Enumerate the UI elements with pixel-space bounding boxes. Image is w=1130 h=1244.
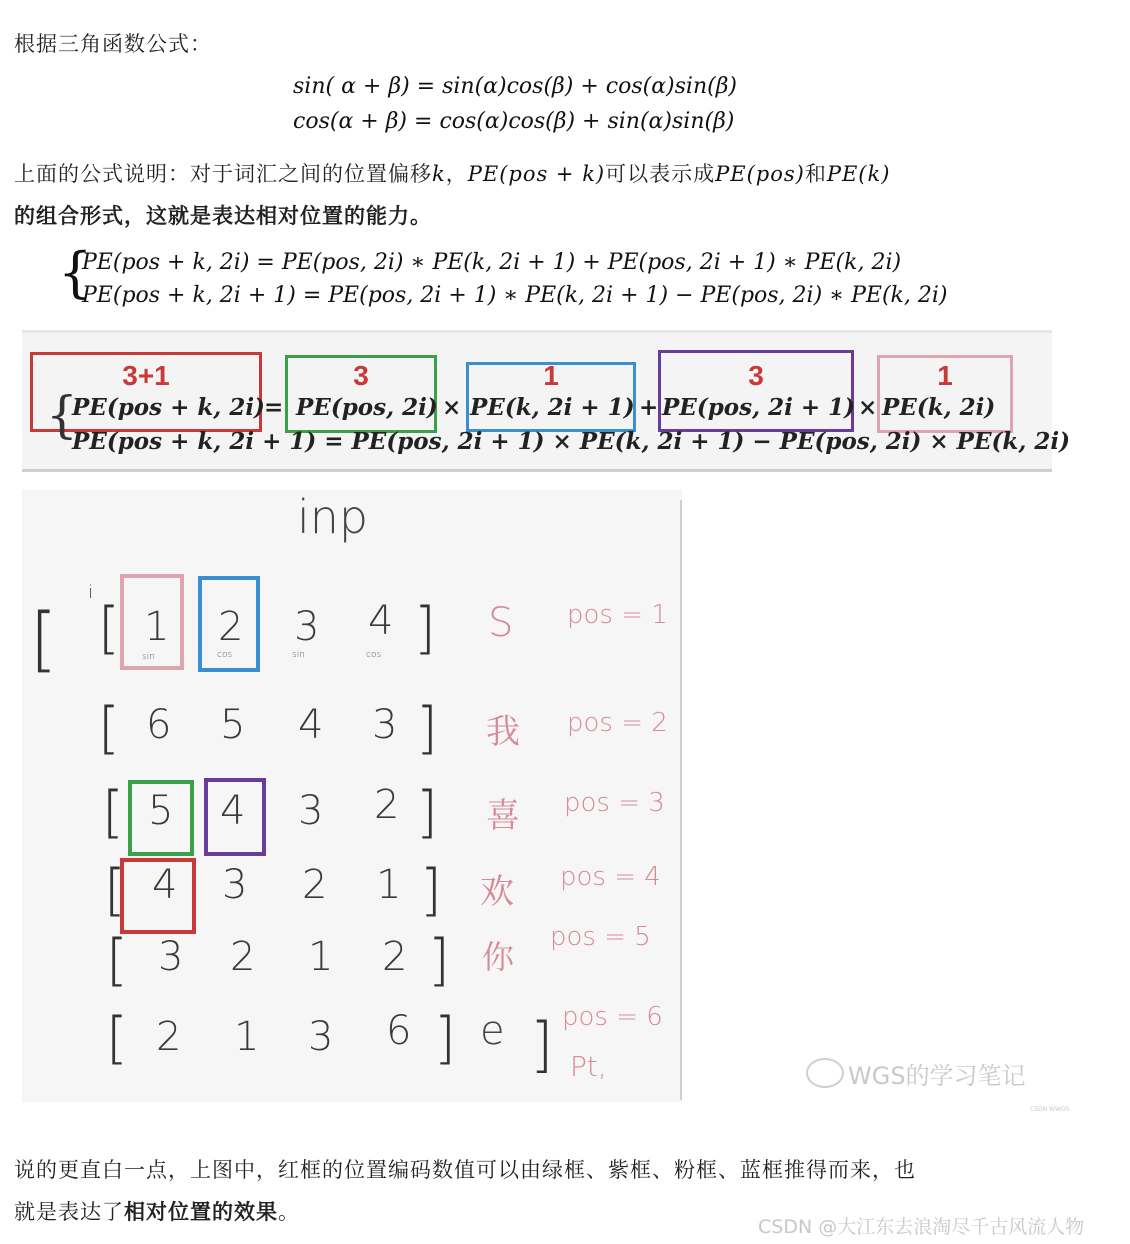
para1-pe-k: PE(k) (826, 162, 891, 186)
para2-suffix: 。 (278, 1200, 300, 1224)
row1-sub-4: cos (366, 650, 382, 660)
row2-word: 我 (486, 712, 520, 752)
row2-val-3: 4 (298, 702, 324, 748)
figure-watermark: WGS的学习笔记 (848, 1062, 1026, 1090)
figure-annotated-equation (22, 330, 1070, 472)
fig1-term-lhs: PE(pos + k, 2i) (72, 394, 265, 421)
row3-val-4: 2 (374, 782, 400, 828)
green-box-label: 3 (353, 360, 369, 391)
row1-val-2: 2 (218, 604, 244, 650)
para1-text-c: 可以表示成 (605, 162, 716, 186)
row5-val-1: 3 (158, 934, 184, 980)
row5-val-2: 2 (230, 934, 256, 980)
row6-val-2: 1 (234, 1014, 260, 1060)
blue-box-label: 1 (543, 360, 559, 391)
para1-k: k (432, 162, 446, 186)
row4-val-1: 4 (152, 862, 178, 908)
row2-val-2: 5 (220, 702, 246, 748)
paragraph-1-line-1 (14, 158, 890, 188)
system-brace: { (58, 241, 93, 304)
figure1-top-rule (22, 330, 1052, 333)
row1-val-3: 3 (294, 604, 320, 650)
index-mark: i (88, 582, 94, 603)
purple-box-label: 3 (748, 360, 764, 391)
row1-open-bracket: [ (98, 596, 120, 661)
row1-sub-2: cos (217, 650, 233, 660)
row6-val-1: 2 (156, 1014, 182, 1060)
row5-val-3: 1 (308, 934, 334, 980)
row2-pos: pos = 2 (567, 708, 668, 738)
fig1-times-1: × (442, 394, 462, 421)
para1-text-d: 和 (804, 162, 827, 186)
row3-val-2: 4 (220, 788, 246, 834)
row3-open-bracket: [ (102, 780, 124, 845)
row6-pos: pos = 6 (562, 1002, 663, 1032)
fig1-equals: = (264, 394, 284, 421)
row5-open-bracket: [ (106, 928, 128, 993)
row3-pos: pos = 3 (564, 788, 665, 818)
row1-val-4: 4 (368, 598, 394, 644)
row6-val-4: 6 (386, 1008, 412, 1054)
figure-handwritten-encoding (22, 490, 682, 1102)
formula-sin-sum: sin( α + β) = sin(α)cos(β) + cos(α)sin(β) (293, 74, 738, 99)
row4-close-bracket: ] (420, 858, 442, 923)
outer-bracket: [ (30, 598, 58, 680)
row1-sub-1: sin (142, 652, 155, 662)
wechat-icon (806, 1058, 844, 1088)
para2-prefix: 就是表达了 (14, 1200, 124, 1224)
row4-val-3: 2 (302, 862, 328, 908)
fig1-term-pe-k-2i: PE(k, 2i) (882, 394, 996, 421)
csdn-watermark: CSDN @大江东去浪淘尽千古风流人物 (758, 1216, 1085, 1238)
row1-pos: pos = 1 (567, 600, 668, 630)
formula-cos-sum: cos(α + β) = cos(α)cos(β) + sin(α)sin(β) (293, 109, 735, 134)
row6-outer-close-bracket: ] (530, 1010, 554, 1080)
row2-val-4: 3 (372, 702, 398, 748)
fig1-plus: + (639, 394, 659, 421)
fig2-title: inp (297, 490, 369, 544)
figure1-bottom-rule (22, 469, 1052, 472)
row1-sub-3: sin (292, 650, 305, 660)
figure-watermark-small: CSDN WWGS (1030, 1106, 1070, 1113)
row5-close-bracket: ] (428, 928, 450, 993)
para1-pe-pos-k: PE(pos + k) (467, 162, 606, 186)
row3-val-1: 5 (148, 788, 174, 834)
row4-open-bracket: [ (104, 858, 126, 923)
para1-text-b: ， (445, 162, 468, 186)
row5-val-4: 2 (382, 934, 408, 980)
row3-word: 喜 (486, 796, 520, 836)
row4-pos: pos = 4 (560, 862, 661, 892)
row2-open-bracket: [ (98, 696, 120, 761)
row3-close-bracket: ] (416, 780, 438, 845)
row4-val-2: 3 (222, 862, 248, 908)
row4-val-4: 1 (376, 862, 402, 908)
paragraph-1-line-2: 的组合形式，这就是表达相对位置的能力。 (14, 203, 432, 228)
pt-label: Pt, (570, 1050, 607, 1083)
paragraph-2-line-2 (14, 1196, 300, 1226)
para2-bold: 相对位置的效果 (124, 1199, 278, 1224)
pink-box-label: 1 (937, 360, 953, 391)
row2-val-1: 6 (146, 702, 172, 748)
fig1-term-pe-k-2i1: PE(k, 2i + 1) (470, 394, 635, 421)
figure2-divider (680, 500, 682, 1100)
row5-word: 你 (482, 938, 515, 976)
row6-close-bracket: ] (434, 1006, 456, 1071)
system-equation-2: PE(pos + k, 2i + 1) = PE(pos, 2i + 1) ∗ PE(k, 2i + 1) − PE(pos, 2i) ∗ PE(k, 2i) (82, 283, 948, 308)
fig1-row-2: PE(pos + k, 2i + 1) = PE(pos, 2i + 1) × PE(k, 2i + 1) − PE(pos, 2i) × PE(k, 2i) (72, 428, 1070, 455)
row1-word: S (488, 600, 514, 646)
fig1-term-pe-pos-2i1: PE(pos, 2i + 1) (662, 394, 856, 421)
row6-val-3: 3 (308, 1014, 334, 1060)
row1-val-1: 1 (144, 604, 170, 650)
row6-open-bracket: [ (106, 1006, 128, 1071)
row3-val-3: 3 (298, 788, 324, 834)
row6-word: e (480, 1008, 505, 1054)
fig1-term-pe-pos-2i: PE(pos, 2i) (296, 394, 438, 421)
row1-close-bracket: ] (414, 596, 436, 661)
red-box-label: 3+1 (122, 360, 170, 391)
fig1-times-2: × (858, 394, 878, 421)
para1-pe-pos: PE(pos) (715, 162, 805, 186)
intro-text: 根据三角函数公式： (14, 32, 212, 56)
row2-close-bracket: ] (416, 696, 438, 761)
paragraph-2-line-1: 说的更直白一点，上图中，红框的位置编码数值可以由绿框、紫框、粉框、蓝框推得而来，也 (14, 1158, 916, 1182)
para1-text-a: 上面的公式说明：对于词汇之间的位置偏移 (14, 162, 432, 186)
row5-pos: pos = 5 (550, 922, 651, 952)
system-equation-1: PE(pos + k, 2i) = PE(pos, 2i) ∗ PE(k, 2i + 1) + PE(pos, 2i + 1) ∗ PE(k, 2i) (82, 250, 902, 275)
figure1-brace: { (46, 386, 78, 444)
row4-word: 欢 (480, 872, 514, 912)
